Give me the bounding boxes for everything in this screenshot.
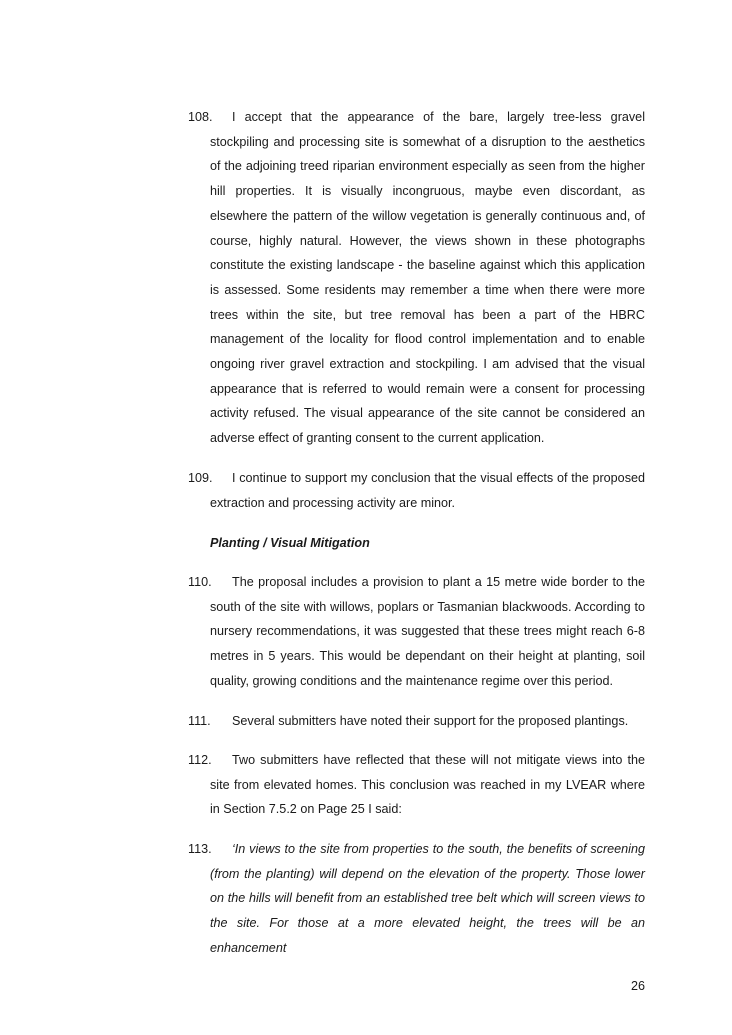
page-number: 26 bbox=[630, 979, 645, 993]
paragraph-113 bbox=[188, 837, 645, 961]
paragraph-number: 109. bbox=[188, 471, 213, 485]
paragraph-number: 108. bbox=[188, 110, 213, 124]
paragraph-text: I accept that the appearance of the bare, largely tree-less gravel stockpiling and processing site is somewhat of a disruption to the aesthetics of the adjoining treed riparian environment especially as seen from the higher hill properties. It is visually incongruous, maybe even discordant, as elsewhere the pattern of the willow vegetation is generally continuous and, of course, highly natural. However, the views shown in these photographs constitute the existing landscape - the baseline against which this application is assessed. Some residents may remember a time when there were more trees within the site, but tree removal has been a part of the HBRC management of the locality for flood control implementation and to enable ongoing river gravel extraction and stockpiling. I am advised that the visual appearance that is referred to would remain were a consent for processing activity refused. The visual appearance of the site cannot be considered an adverse effect of granting consent to the current application. bbox=[210, 110, 645, 446]
paragraph-number: 111. bbox=[188, 714, 211, 728]
paragraph-112 bbox=[188, 748, 645, 822]
paragraph-text: I continue to support my conclusion that the visual effects of the proposed extraction and processing activity are minor. bbox=[210, 471, 645, 510]
paragraph-108 bbox=[188, 105, 645, 451]
paragraph-109 bbox=[188, 466, 645, 515]
paragraph-text: Several submitters have noted their support for the proposed plantings. bbox=[232, 714, 629, 728]
paragraph-number: 110. bbox=[188, 575, 212, 589]
paragraph-number: 112. bbox=[188, 753, 212, 767]
section-heading: Planting / Visual Mitigation bbox=[210, 536, 370, 550]
paragraph-number: 113. bbox=[188, 842, 212, 856]
paragraph-text-quote: ‘In views to the site from properties to the south, the benefits of screening (from the planting) will depend on the elevation of the property. Those lower on the hills will benefit from an established tree belt which will screen views to the site. For those at a more elevated height, the trees will be an enhancement bbox=[210, 842, 645, 955]
paragraph-text: The proposal includes a provision to plant a 15 metre wide border to the south of the site with willows, poplars or Tasmanian blackwoods. According to nursery recommendations, it was suggested that these trees might reach 6-8 metres in 5 years. This would be dependant on their height at planting, soil quality, growing conditions and the maintenance regime over this period. bbox=[210, 575, 645, 688]
paragraph-111 bbox=[188, 709, 645, 734]
paragraph-110 bbox=[188, 570, 645, 694]
paragraph-text: Two submitters have reflected that these will not mitigate views into the site from elevated homes. This conclusion was reached in my LVEAR where in Section 7.5.2 on Page 25 I said: bbox=[210, 753, 645, 817]
